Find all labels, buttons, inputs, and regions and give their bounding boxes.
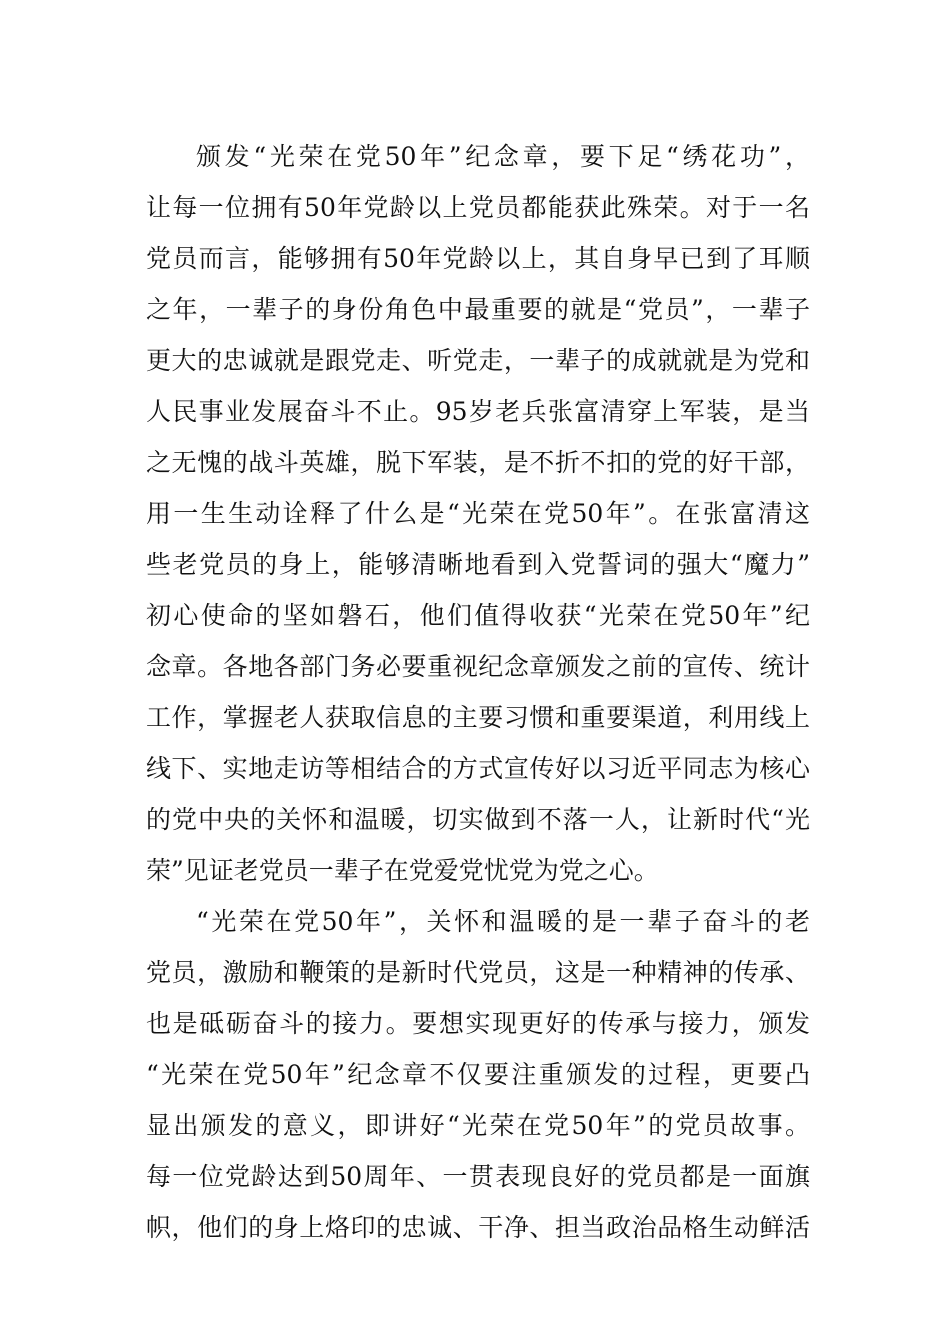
paragraph-2-line-7: 帜，他们的身上烙印的忠诚、干净、担当政治品格生动鲜活 (146, 1213, 810, 1242)
paragraph-2-line-4: “光荣在党50年”纪念章不仅要注重颁发的过程，更要凸 (146, 1060, 810, 1089)
paragraph-1-line-4: 之年，一辈子的身份角色中最重要的就是“党员”，一辈子 (146, 295, 810, 324)
paragraph-1-line-8: 用一生生动诠释了什么是“光荣在党50年”。在张富清这 (146, 499, 810, 528)
paragraph-1-line-3: 党员而言，能够拥有50年党龄以上，其自身早已到了耳顺 (146, 244, 810, 273)
paragraph-2-line-2: 党员，激励和鞭策的是新时代党员，这是一种精神的传承、 (146, 958, 810, 987)
paragraph-1-line-13: 线下、实地走访等相结合的方式宣传好以习近平同志为核心 (146, 754, 810, 783)
paragraph-2-line-6: 每一位党龄达到50周年、一贯表现良好的党员都是一面旗 (146, 1162, 810, 1191)
paragraph-1-line-9: 些老党员的身上，能够清晰地看到入党誓词的强大“魔力” (146, 550, 810, 579)
paragraph-1-line-15: 荣”见证老党员一辈子在党爱党忧党为党之心。 (146, 856, 659, 885)
paragraph-1-line-7: 之无愧的战斗英雄，脱下军装，是不折不扣的党的好干部， (146, 448, 810, 477)
paragraph-1-line-12: 工作，掌握老人获取信息的主要习惯和重要渠道，利用线上 (146, 703, 810, 732)
paragraph-1-line-1: 颁发“光荣在党50年”纪念章，要下足“绣花功”， (196, 142, 810, 171)
paragraph-1-line-10: 初心使命的坚如磐石，他们值得收获“光荣在党50年”纪 (146, 601, 810, 630)
paragraph-1-line-11: 念章。各地各部门务必要重视纪念章颁发之前的宣传、统计 (146, 652, 810, 681)
paragraph-1-line-2: 让每一位拥有50年党龄以上党员都能获此殊荣。对于一名 (146, 193, 810, 222)
paragraph-2-line-3: 也是砥砺奋斗的接力。要想实现更好的传承与接力，颁发 (146, 1009, 810, 1038)
paragraph-2-line-1: “光荣在党50年”，关怀和温暖的是一辈子奋斗的老 (196, 907, 810, 936)
document-body (146, 131, 810, 1253)
paragraph-1-line-5: 更大的忠诚就是跟党走、听党走，一辈子的成就就是为党和 (146, 346, 810, 375)
paragraph-1-line-6: 人民事业发展奋斗不止。95岁老兵张富清穿上军装，是当 (146, 397, 810, 426)
paragraph-2-line-5: 显出颁发的意义，即讲好“光荣在党50年”的党员故事。 (146, 1111, 810, 1140)
paragraph-1-line-14: 的党中央的关怀和温暖，切实做到不落一人，让新时代“光 (146, 805, 810, 834)
